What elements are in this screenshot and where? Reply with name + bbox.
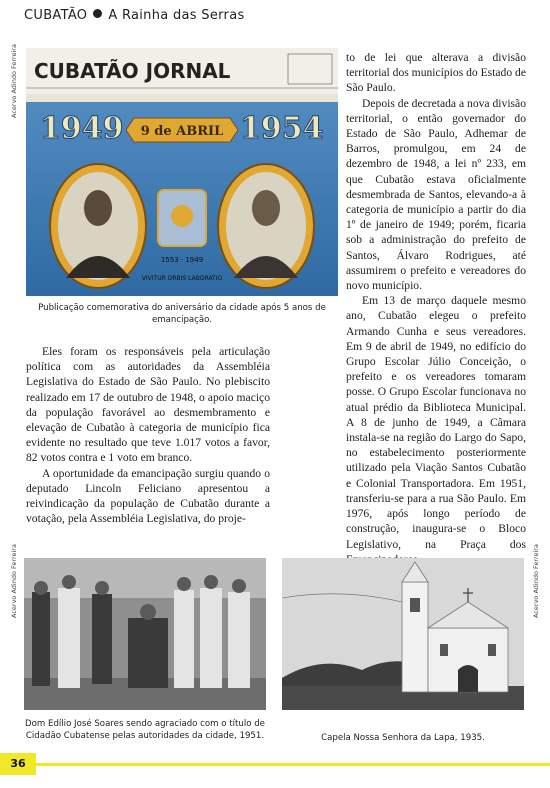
chapel-photo-caption: Capela Nossa Senhora da Lapa, 1935. — [321, 733, 485, 743]
group-photo-caption: Dom Edílio José Soares sendo agraciado com o título de Cidadão Cubatense pelas autoridades da cidade, 1951. — [25, 719, 265, 741]
left-column-text — [26, 344, 270, 526]
photo-credit-chapel: Acervo Adindo Ferreira — [532, 544, 540, 618]
newspaper-masthead: CUBATÃO JORNAL — [34, 59, 231, 83]
right-column-text — [346, 50, 526, 567]
chapel-photo — [282, 558, 524, 710]
newspaper-date-banner: 9 de ABRIL — [140, 124, 224, 139]
newspaper-caption: Publicação comemorativa do aniversário da cidade após 5 anos de emancipação. — [38, 303, 326, 325]
chapel-photo-illustration — [282, 558, 524, 710]
left-paragraph-1: Eles foram os responsáveis pela articulação política com as autoridades da Assembléia Legislativa do Estado de São Paulo. No plebiscito realizado em 17 de outubro de 1948, o apoio maciço da população favorável ao desmembramento e elevação de Cubatão à categoria de município fica evidente no resultado que teve 1.017 votos a favor, 82 votos contra e 1 voto em branco. — [26, 345, 270, 465]
left-paragraph-2: A oportunidade da emancipação surgiu quando o deputado Lincoln Feliciano apresentou a reivindicação da população de Cubatão durante a votação, pela Assembléia Legislativa, do proje- — [26, 466, 270, 526]
footer-rule — [36, 763, 550, 766]
page-number: 36 — [0, 753, 36, 775]
newspaper-photo — [26, 48, 338, 296]
photo-credit-newspaper: Acervo Adindo Ferreira — [10, 44, 18, 118]
newspaper-motto: VIVITUR ORBIS LABORATIO — [141, 275, 223, 282]
group-photo-illustration — [24, 558, 266, 710]
newspaper-seal-years: 1553 · 1949 — [160, 256, 204, 264]
photo-credit-group: Acervo Adindo Ferreira — [10, 544, 18, 618]
right-paragraph-2: Depois de decretada a nova divisão territorial, o então governador do Estado de São Paulo, Adhemar de Barros, promulgou, em 24 de dezembro de 1948, a lei nº 233, em que Cubatão estava oficialmente desmembrada de Santos, elevando-a à categoria de município a partir do dia 1º de janeiro de 1949; porém, ficaria sob a administração do prefeito de Santos, Álvaro Rodrigues, até assumirem o prefeito e vereadores do novo município. — [346, 96, 526, 293]
right-paragraph-3: Em 13 de março daquele mesmo ano, Cubatão elegeu o prefeito Armando Cunha e seus vereadores. Em 9 de abril de 1949, no edifício do Grupo Escolar Júlio Conceição, o prefeito e os vereadores tomaram posse. O Grupo Escolar funcionava no atual prédio da Biblioteca Municipal. A 8 de junho de 1949, a Câmara instala-se na região do Largo do Sapo, no estabelecimento posteriormente utilizado pela Viação Santos Cubatão e Colonial Transportadora. Em 1951, transferiu-se para a rua São Paulo. Em 1976, após longo período de construção, inaugura-se o Bloco Legislativo, na Praça dos — [346, 294, 526, 551]
header-book-title: CUBATÃO — [24, 8, 88, 23]
newspaper-year-right: 1954 — [240, 111, 324, 146]
header-subtitle: A Rainha das Serras — [108, 8, 245, 23]
newspaper-illustration — [26, 48, 338, 296]
right-paragraph-1: to de lei que alterava a divisão territorial dos municípios do Estado de São Paulo. — [346, 51, 526, 95]
running-header — [24, 8, 245, 23]
group-photo — [24, 558, 266, 710]
newspaper-year-left: 1949 — [40, 111, 124, 146]
header-bullet-icon — [93, 9, 102, 18]
